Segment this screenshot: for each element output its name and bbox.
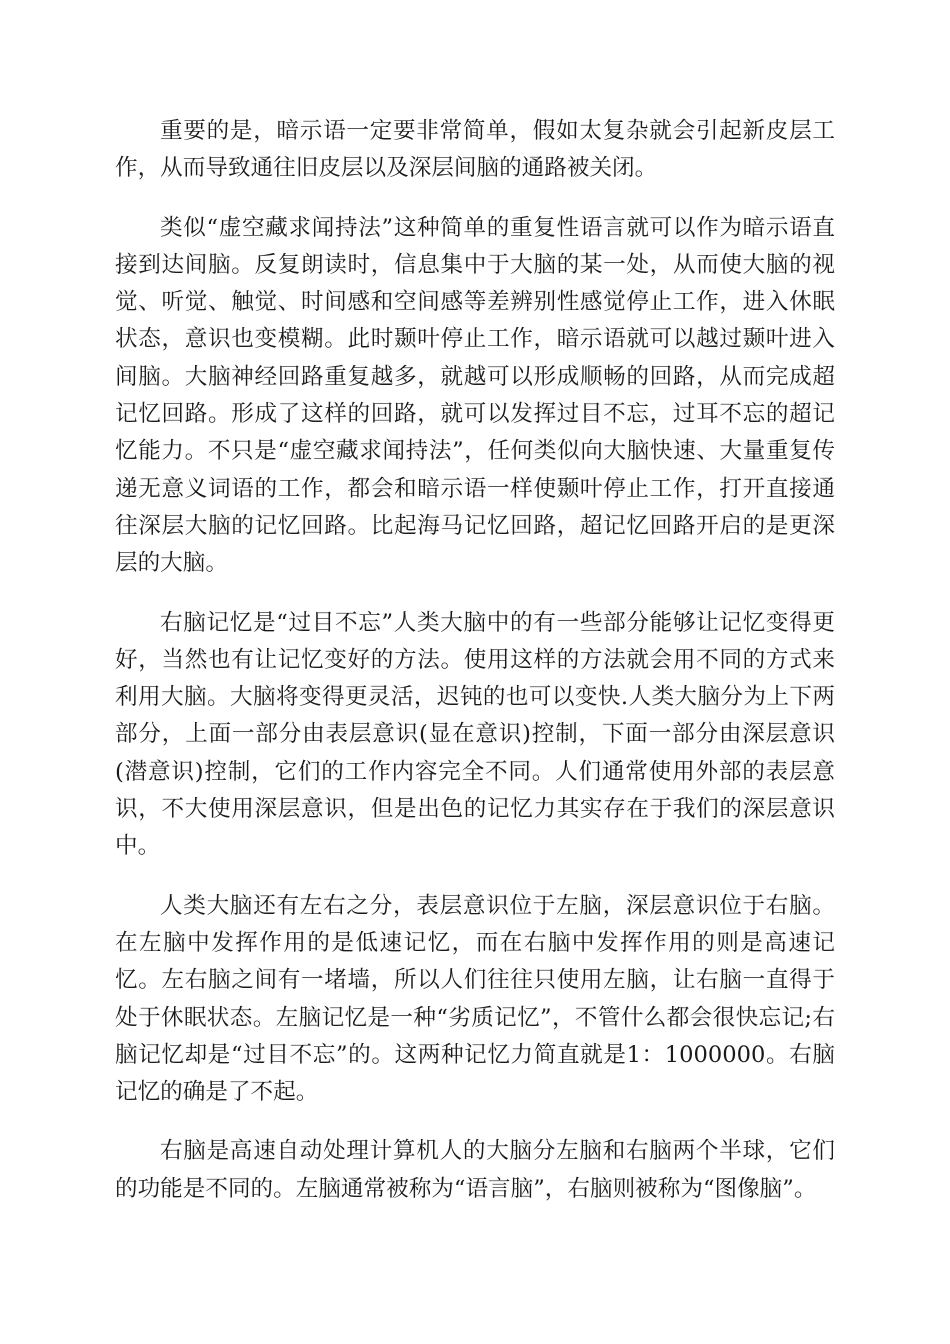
paragraph-4: 人类大脑还有左右之分，表层意识位于左脑，深层意识位于右脑。在左脑中发挥作用的是低速记忆，而在右脑中发挥作用的则是高速记忆。左右脑之间有一堵墙，所以人们往往只使用左脑，让右脑一直得于处于休眠状态。左脑记忆是一种“劣质记忆”，不管什么都会很快忘记;右脑记忆却是“过目不忘”的。这两种记忆力简直就是1：1000000。右脑记忆的确是了不起。 (115, 892, 835, 1106)
paragraph-5: 右脑是高速自动处理计算机人的大脑分左脑和右脑两个半球，它们的功能是不同的。左脑通常被称为“语言脑”，右脑则被称为“图像脑”。 (115, 1138, 835, 1202)
paragraph-2: 类似“虚空藏求闻持法”这种简单的重复性语言就可以作为暗示语直接到达间脑。反复朗读时，信息集中于大脑的某一处，从而使大脑的视觉、听觉、触觉、时间感和空间感等差辨别性感觉停止工作，进入休眠状态，意识也变模糊。此时颞叶停止工作，暗示语就可以越过颞叶进入间脑。大脑神经回路重复越多，就越可以形成顺畅的回路，从而完成超记忆回路。形成了这样的回路，就可以发挥过目不忘，过耳不忘的超记忆能力。不只是“虚空藏求闻持法”，任何类似向大脑快速、大量重复传递无意义词语的工作，都会和暗示语一样使颞叶停止工作，打开直接通往深层大脑的记忆回路。比起海马记忆回路，超记忆回路开启的是更深层的大脑。 (115, 214, 835, 577)
document-body (115, 113, 835, 1230)
paragraph-1: 重要的是，暗示语一定要非常简单，假如太复杂就会引起新皮层工作，从而导致通往旧皮层以及深层间脑的通路被关闭。 (115, 118, 835, 182)
paragraph-3: 右脑记忆是“过目不忘”人类大脑中的有一些部分能够让记忆变得更好，当然也有让记忆变好的方法。使用这样的方法就会用不同的方式来利用大脑。大脑将变得更灵活，迟钝的也可以变快.人类大脑分为上下两部分，上面一部分由表层意识(显在意识)控制，下面一部分由深层意识(潜意识)控制，它们的工作内容完全不同。人们通常使用外部的表层意识，不大使用深层意识，但是出色的记忆力其实存在于我们的深层意识中。 (115, 609, 835, 860)
